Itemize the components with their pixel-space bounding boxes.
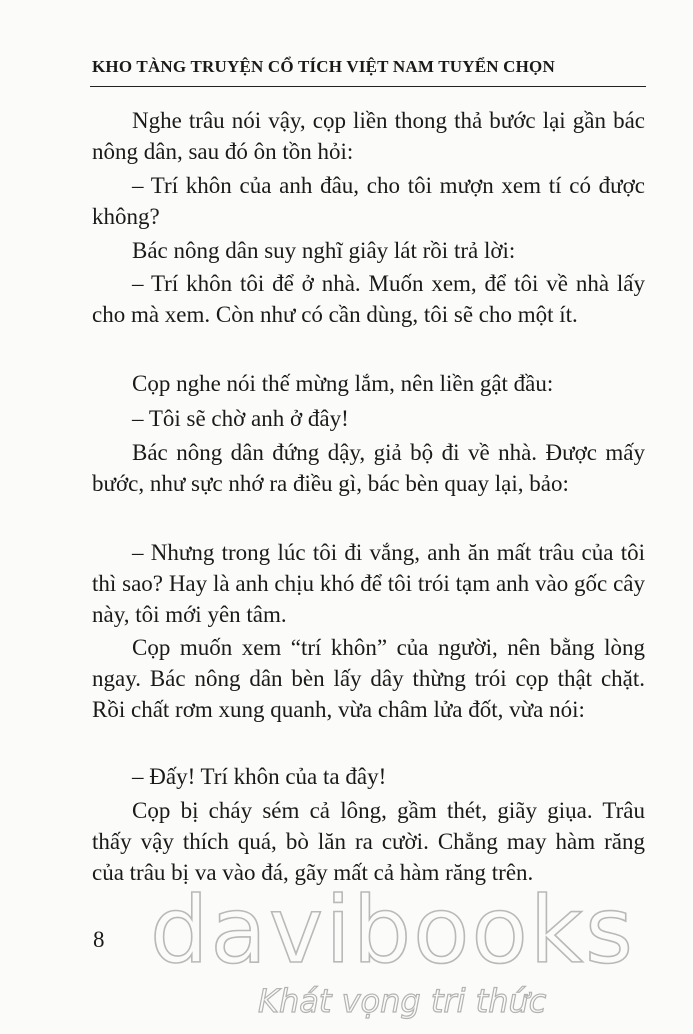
paragraph: Bác nông dân suy nghĩ giây lát rồi trả lời: [132,238,516,263]
paragraph: – Đấy! Trí khôn của ta đây! [132,764,387,789]
paragraph: Cọp nghe nói thế mừng lắm, nên liền gật đầu: [132,371,554,396]
watermark-tagline: Khát vọng tri thức [258,982,547,1020]
paragraph: – Nhưng trong lúc tôi đi vắng, anh ăn mất trâu của tôi thì sao? Hay là anh chịu khó để tôi trói tạm anh vào gốc cây này, tôi mới yên tâm. [92,540,645,627]
running-header: KHO TÀNG TRUYỆN CỔ TÍCH VIỆT NAM TUYỂN CHỌN [92,57,555,76]
paragraph: Cọp bị cháy sém cả lông, gầm thét, giãy giụa. Trâu thấy vậy thích quá, bò lăn ra cười. Chẳng may hàm răng của trâu bị va vào đá, gãy mất cả hàm răng trên. [92,798,645,885]
paragraph: Nghe trâu nói vậy, cọp liền thong thả bước lại gần bác nông dân, sau đó ôn tồn hỏi: [92,108,645,164]
header-rule [90,86,646,87]
paragraph: – Trí khôn tôi để ở nhà. Muốn xem, để tôi về nhà lấy cho mà xem. Còn như có cần dùng, tôi sẽ cho một ít. [92,271,645,327]
paragraph: – Trí khôn của anh đâu, cho tôi mượn xem tí có được không? [92,173,645,229]
paragraph: Bác nông dân đứng dậy, giả bộ đi về nhà. Được mấy bước, như sực nhớ ra điều gì, bác bèn quay lại, bảo: [92,440,645,496]
page-number: 8 [93,927,105,952]
paragraph: Cọp muốn xem “trí khôn” của người, nên bằng lòng ngay. Bác nông dân bèn lấy dây thừng trói cọp thật chặt. Rồi chất rơm xung quanh, vừa châm lửa đốt, vừa nói: [92,635,645,722]
paragraph: – Tôi sẽ chờ anh ở đây! [132,406,349,431]
watermark-logo: davibooks [150,877,635,984]
